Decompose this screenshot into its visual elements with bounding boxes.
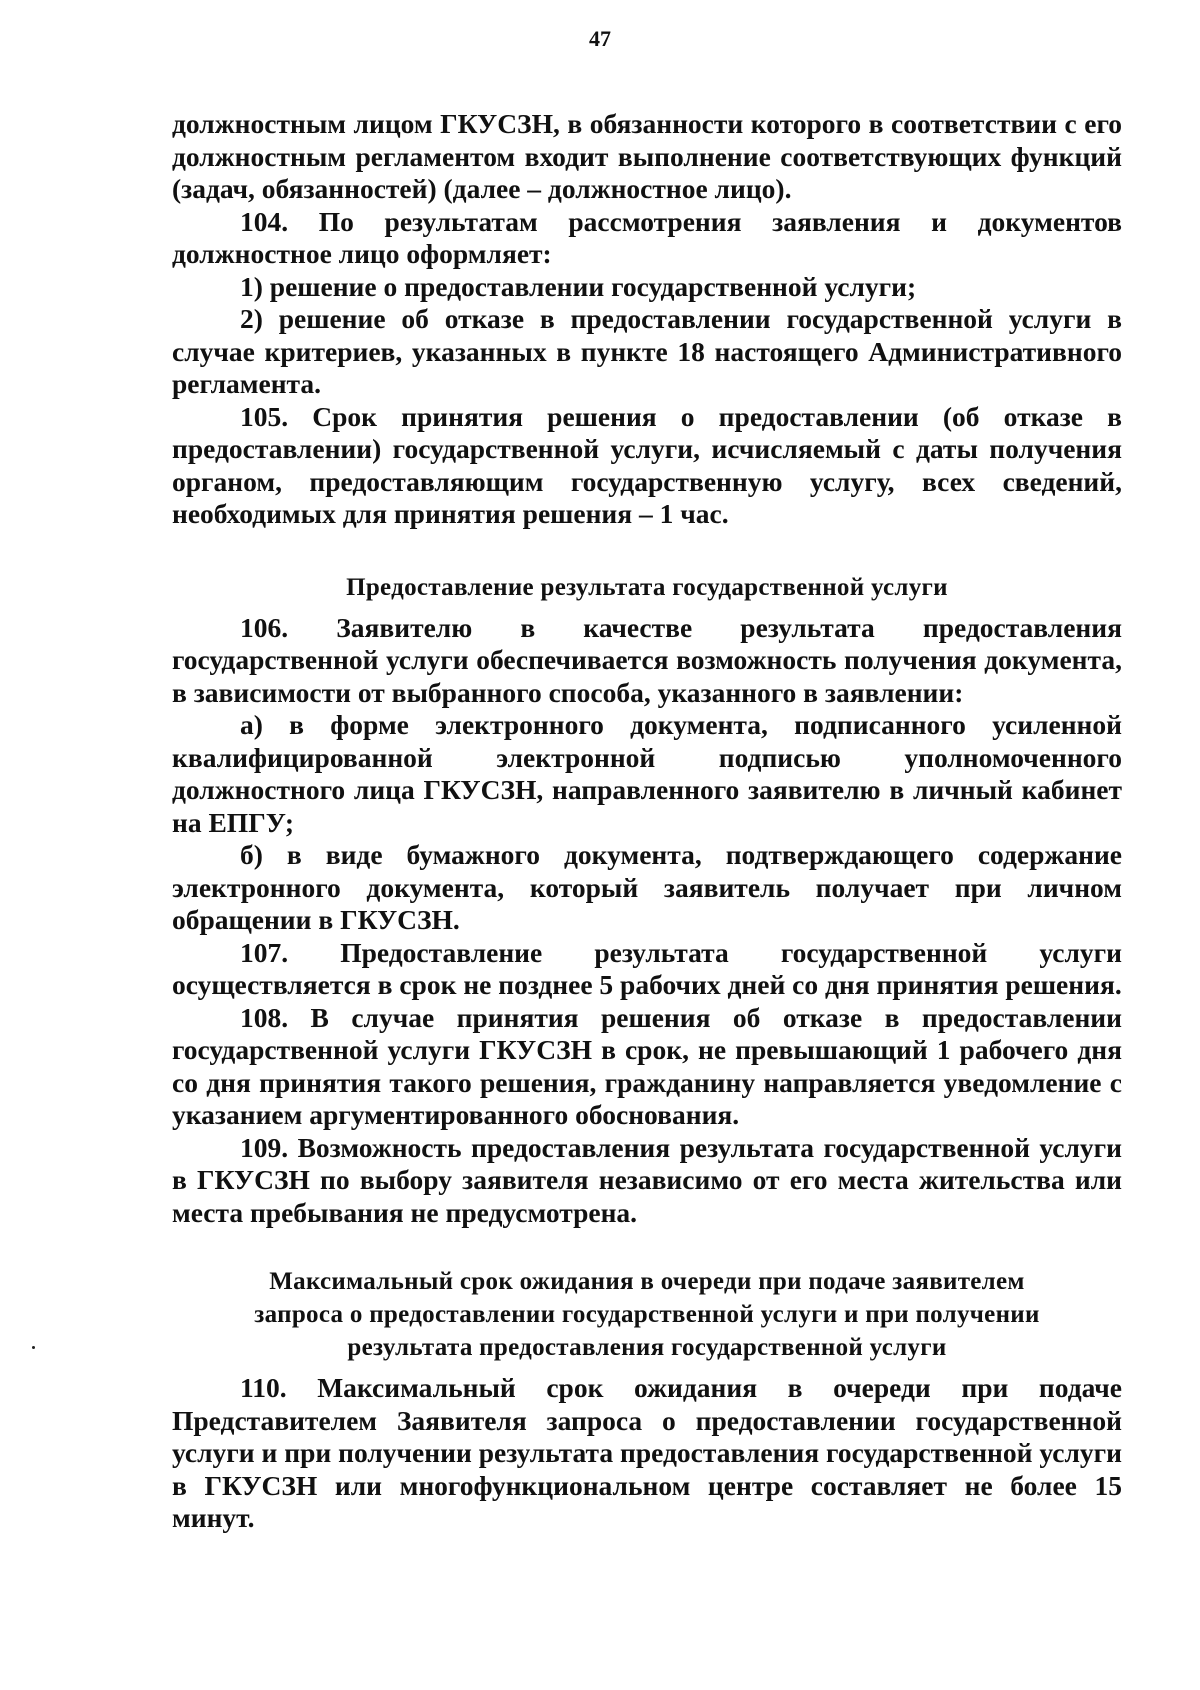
paragraph-continuation: должностным лицом ГКУСЗН, в обязанности которого в соответствии с его должностным регламентом входит выполнение соответствующих функций (задач, обязанностей) (далее – должностное лицо). bbox=[172, 108, 1122, 204]
paragraph-110: 110. Максимальный срок ожидания в очереди при подаче Представителем Заявителя запроса о предоставлении государственной услуги и при получении результата предоставления государственной услуги в ГКУСЗН или многофункциональном центре составляет не более 15 минут. bbox=[172, 1372, 1122, 1533]
page-number: 47 bbox=[589, 26, 611, 51]
paragraph-107: 107. Предоставление результата государственной услуги осуществляется в срок не позднее 5 рабочих дней со дня принятия решения. bbox=[172, 936, 1122, 1000]
paragraph-104-item-1: 1) решение о предоставлении государственной услуги; bbox=[240, 270, 917, 302]
paragraph-105: 105. Срок принятия решения о предоставлении (об отказе в предоставлении) государственной услуги, исчисляемый с даты получения органом, предоставляющим государственную услугу, всех сведений, необходимых для принятия решения – 1 час. bbox=[172, 400, 1122, 529]
paragraph-106-item-b: б) в виде бумажного документа, подтверждающего содержание электронного документа, который заявитель получает при личном обращении в ГКУСЗН. bbox=[172, 839, 1122, 935]
paragraph-106-item-a: а) в форме электронного документа, подписанного усиленной квалифицированной электронной подписью уполномоченного должностного лица ГКУСЗН, направленного заявителю в личный кабинет на ЕПГУ; bbox=[172, 709, 1122, 838]
document-body bbox=[172, 108, 1122, 1535]
section-heading-queue bbox=[172, 1265, 1122, 1364]
section-heading-queue-line-1: Максимальный срок ожидания в очереди при подаче заявителем bbox=[269, 1268, 1025, 1295]
paragraph-106: 106. Заявителю в качестве результата предоставления государственной услуги обеспечивается возможность получения документа, в зависимости от выбранного способа, указанного в заявлении: bbox=[172, 611, 1122, 708]
section-heading-result: Предоставление результата государственной услуги bbox=[346, 573, 948, 601]
section-heading-queue-line-3: результата предоставления государственной услуги bbox=[347, 1334, 947, 1361]
paragraph-104-item-2: 2) решение об отказе в предоставлении государственной услуги в случае критериев, указанных в пункте 18 настоящего Административного регламента. bbox=[172, 303, 1122, 399]
paragraph-109: 109. Возможность предоставления результата государственной услуги в ГКУСЗН по выбору заявителя независимо от его места жительства или места пребывания не предусмотрена. bbox=[172, 1131, 1122, 1228]
paragraph-108: 108. В случае принятия решения об отказе в предоставлении государственной услуги ГКУСЗН в срок, не превышающий 1 рабочего дня со дня принятия такого решения, гражданину направляется уведомление с указанием аргументированного обоснования. bbox=[172, 1001, 1122, 1130]
section-heading-queue-line-2: запроса о предоставлении государственной услуги и при получении bbox=[254, 1301, 1040, 1328]
paragraph-104: 104. По результатам рассмотрения заявления и документов должностное лицо оформляет: bbox=[172, 205, 1122, 269]
scan-artifact-dot bbox=[32, 1346, 35, 1349]
